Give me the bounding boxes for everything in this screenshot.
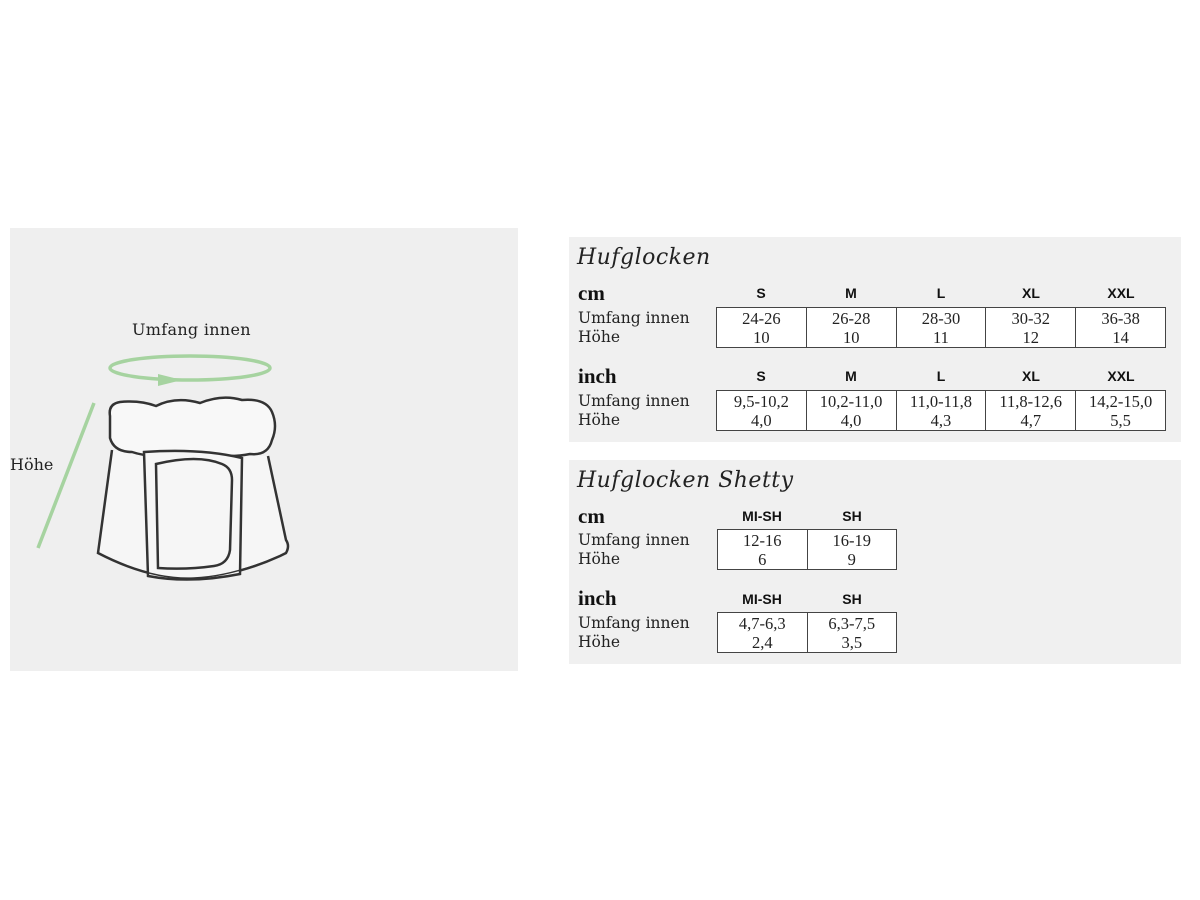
size-header: S bbox=[756, 368, 766, 384]
size-header: SH bbox=[842, 591, 862, 607]
size-header: M bbox=[845, 285, 857, 301]
row-label-circumference: Umfang innen bbox=[578, 531, 690, 549]
row-label-height: Höhe bbox=[578, 411, 621, 429]
size-cell: 10,2-11,0 4,0 bbox=[806, 391, 896, 431]
size-table-cm bbox=[716, 307, 1166, 348]
height-line bbox=[38, 403, 94, 548]
size-header: XXL bbox=[1107, 368, 1135, 384]
size-cell: 26-28 10 bbox=[806, 308, 896, 348]
height-label: Höhe bbox=[10, 455, 54, 474]
unit-label-inch: inch bbox=[578, 364, 617, 388]
size-table-inch bbox=[716, 390, 1166, 431]
size-chart-shetty bbox=[569, 460, 1181, 664]
unit-label-cm: cm bbox=[578, 281, 605, 305]
size-header: L bbox=[936, 368, 946, 384]
size-cell: 28-30 11 bbox=[896, 308, 986, 348]
size-cell: 12-16 6 bbox=[718, 530, 808, 570]
size-header: L bbox=[936, 285, 946, 301]
size-cell: 11,0-11,8 4,3 bbox=[896, 391, 986, 431]
boot-illustration bbox=[10, 228, 518, 671]
circumference-label: Umfang innen bbox=[132, 320, 251, 339]
size-header: SH bbox=[842, 508, 862, 524]
row-label-height: Höhe bbox=[578, 633, 621, 651]
size-cell: 11,8-12,6 4,7 bbox=[986, 391, 1076, 431]
unit-label-inch: inch bbox=[578, 586, 617, 610]
circumference-arrow-icon bbox=[158, 374, 182, 386]
size-cell: 9,5-10,2 4,0 bbox=[717, 391, 807, 431]
size-table-inch bbox=[717, 612, 897, 653]
row-label-circumference: Umfang innen bbox=[578, 614, 690, 632]
size-cell: 4,7-6,3 2,4 bbox=[718, 613, 808, 653]
bell-boot-drawing bbox=[10, 228, 518, 671]
size-header: MI-SH bbox=[742, 508, 782, 524]
size-cell: 36-38 14 bbox=[1076, 308, 1166, 348]
row-label-circumference: Umfang innen bbox=[578, 309, 690, 327]
chart-title: Hufglocken Shetty bbox=[577, 468, 794, 493]
size-table-cm bbox=[717, 529, 897, 570]
size-header: XL bbox=[1022, 285, 1040, 301]
row-label-circumference: Umfang innen bbox=[578, 392, 690, 410]
unit-label-cm: cm bbox=[578, 504, 605, 528]
row-label-height: Höhe bbox=[578, 328, 621, 346]
chart-title: Hufglocken bbox=[577, 245, 711, 270]
size-header: MI-SH bbox=[742, 591, 782, 607]
circumference-ring bbox=[110, 356, 270, 380]
size-chart-hufglocken bbox=[569, 237, 1181, 442]
size-cell: 24-26 10 bbox=[717, 308, 807, 348]
size-header: XL bbox=[1022, 368, 1040, 384]
size-cell: 16-19 9 bbox=[807, 530, 897, 570]
size-cell: 30-32 12 bbox=[986, 308, 1076, 348]
fleece-rim bbox=[110, 398, 275, 457]
size-header: S bbox=[756, 285, 766, 301]
size-cell: 14,2-15,0 5,5 bbox=[1076, 391, 1166, 431]
size-cell: 6,3-7,5 3,5 bbox=[807, 613, 897, 653]
size-header: M bbox=[845, 368, 857, 384]
size-header: XXL bbox=[1107, 285, 1135, 301]
row-label-height: Höhe bbox=[578, 550, 621, 568]
